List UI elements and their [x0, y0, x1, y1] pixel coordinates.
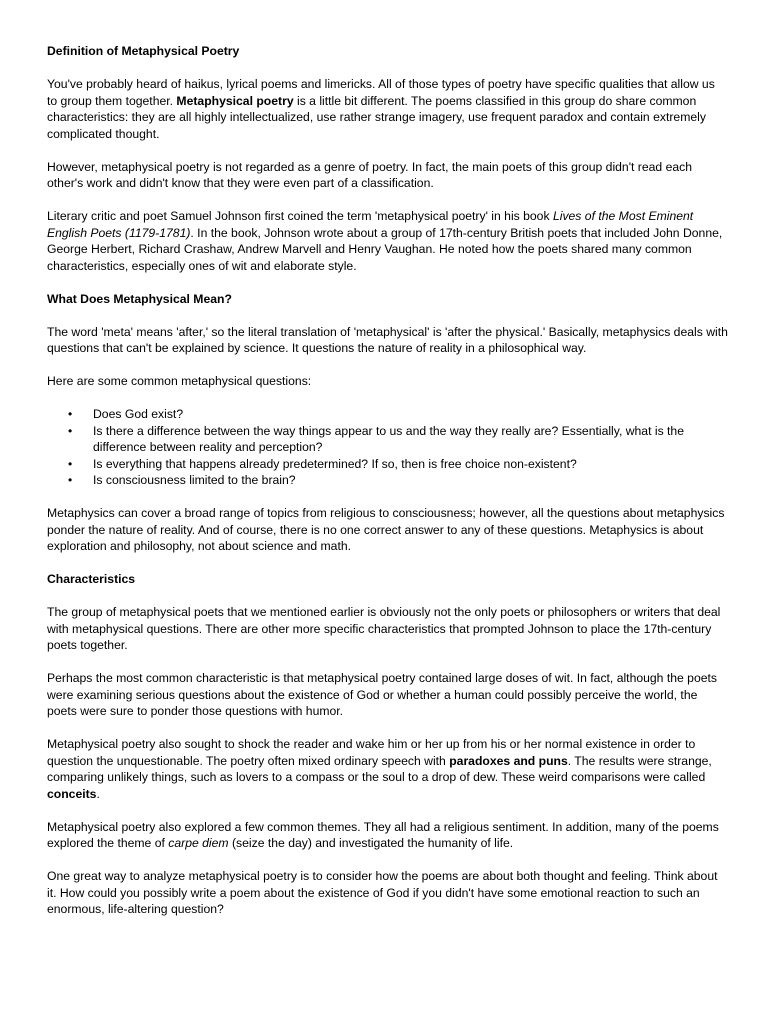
heading-meaning: What Does Metaphysical Mean?	[47, 291, 232, 306]
book-title: Lives of the Most Eminent English Poets (1179-1781)	[47, 209, 694, 240]
text-span: (seize the day) and investigated the humanity of life.	[228, 836, 514, 850]
paragraph-questions-intro: Here are some common metaphysical questions:	[47, 374, 312, 388]
term-paradoxes-puns: paradoxes and puns	[449, 753, 568, 768]
text-span: Literary critic and poet Samuel Johnson first coined the term 'metaphysical poetry' in his book	[47, 209, 553, 223]
text-span: . In the book, Johnson wrote about a group of 17th-century British poets that included John Donne, George Herbert, Richard Crashaw, Andrew Marvell and Henry Vaughan. He noted how the poets shared many common characteristics, especially ones of wit and elaborate style.	[47, 225, 723, 273]
list-item	[47, 406, 728, 423]
text-span: is a little bit different. The poems classified in this group do share common characteristics: they are all highly intellectualized, use rather strange imagery, use frequent paradox and contain extremely complicated thought.	[47, 93, 706, 141]
list-item	[47, 472, 728, 489]
paragraph-meta-meaning: The word 'meta' means 'after,' so the literal translation of 'metaphysical' is 'after the physical.' Basically, metaphysics deals with questions that can't be explained by science. It questions the nature of reality in a philosophical way.	[47, 324, 728, 355]
paragraph-johnson	[47, 208, 728, 274]
list-item-text: Does God exist?	[93, 407, 184, 421]
bullet-icon: •	[68, 456, 73, 471]
text-span: .	[96, 786, 100, 801]
paragraph-shock	[47, 736, 728, 802]
list-item-text: Is everything that happens already predetermined? If so, then is free choice non-existent?	[93, 456, 577, 471]
heading-characteristics: Characteristics	[47, 572, 136, 586]
text-span: Metaphysical poetry also sought to shock the reader and wake him or her up from his or her normal existence in order to question the unquestionable. The poetry often mixed ordinary speech with	[47, 737, 696, 768]
questions-list	[47, 406, 728, 489]
bullet-icon: •	[68, 473, 73, 487]
term-metaphysical-poetry: Metaphysical poetry	[176, 93, 294, 108]
heading-definition: Definition of Metaphysical Poetry	[47, 44, 240, 58]
term-conceits: conceits	[47, 786, 97, 801]
paragraph-wit: Perhaps the most common characteristic is that metaphysical poetry contained large doses of wit. In fact, although the poets were examining serious questions about the existence of God or whether a human could possibly perceive the world, the poets were sure to ponder those questions with humor.	[47, 671, 717, 718]
paragraph-analyze: One great way to analyze metaphysical poetry is to consider how the poems are about both thought and feeling. Think about it. How could you possibly write a poem about the existence of God if you didn't have some emotional reaction to such an enormous, life-altering question?	[47, 869, 718, 916]
text-span: Metaphysical poetry also explored a few common themes. They all had a religious sentiment. In addition, many of the poems explored the theme of	[47, 819, 719, 850]
bullet-icon: •	[68, 423, 73, 438]
paragraph-themes	[47, 819, 728, 852]
list-item-text: Is there a difference between the way things appear to us and the way they really are? Essentially, what is the difference between reality and perception?	[93, 423, 684, 454]
list-item	[47, 456, 728, 473]
list-item	[47, 423, 728, 456]
paragraph-not-genre: However, metaphysical poetry is not regarded as a genre of poetry. In fact, the main poets of this group didn't read each other's work and didn't know that they were even part of a classification.	[47, 159, 693, 190]
term-carpe-diem: carpe diem	[168, 836, 229, 850]
text-span: . The results were strange, comparing unlikely things, such as lovers to a compass or the soul to a drop of dew. These weird comparisons were called	[47, 753, 712, 784]
bullet-icon: •	[68, 407, 73, 421]
paragraph-metaphysics-scope: Metaphysics can cover a broad range of topics from religious to consciousness; however, all the questions about metaphysics ponder the nature of reality. And of course, there is no one correct answer to any of these questions. Metaphysics is about exploration and philosophy, not about science and math.	[47, 506, 725, 553]
list-item-text: Is consciousness limited to the brain?	[93, 473, 296, 487]
paragraph-group: The group of metaphysical poets that we mentioned earlier is obviously not the only poets or philosophers or writers that deal with metaphysical questions. There are other more specific characteristics that prompted Johnson to place the 17th-century poets together.	[47, 605, 721, 652]
paragraph-intro	[47, 76, 728, 142]
text-span: You've probably heard of haikus, lyrical poems and limericks. All of those types of poetry have specific qualities that allow us to group them together.	[47, 77, 715, 108]
